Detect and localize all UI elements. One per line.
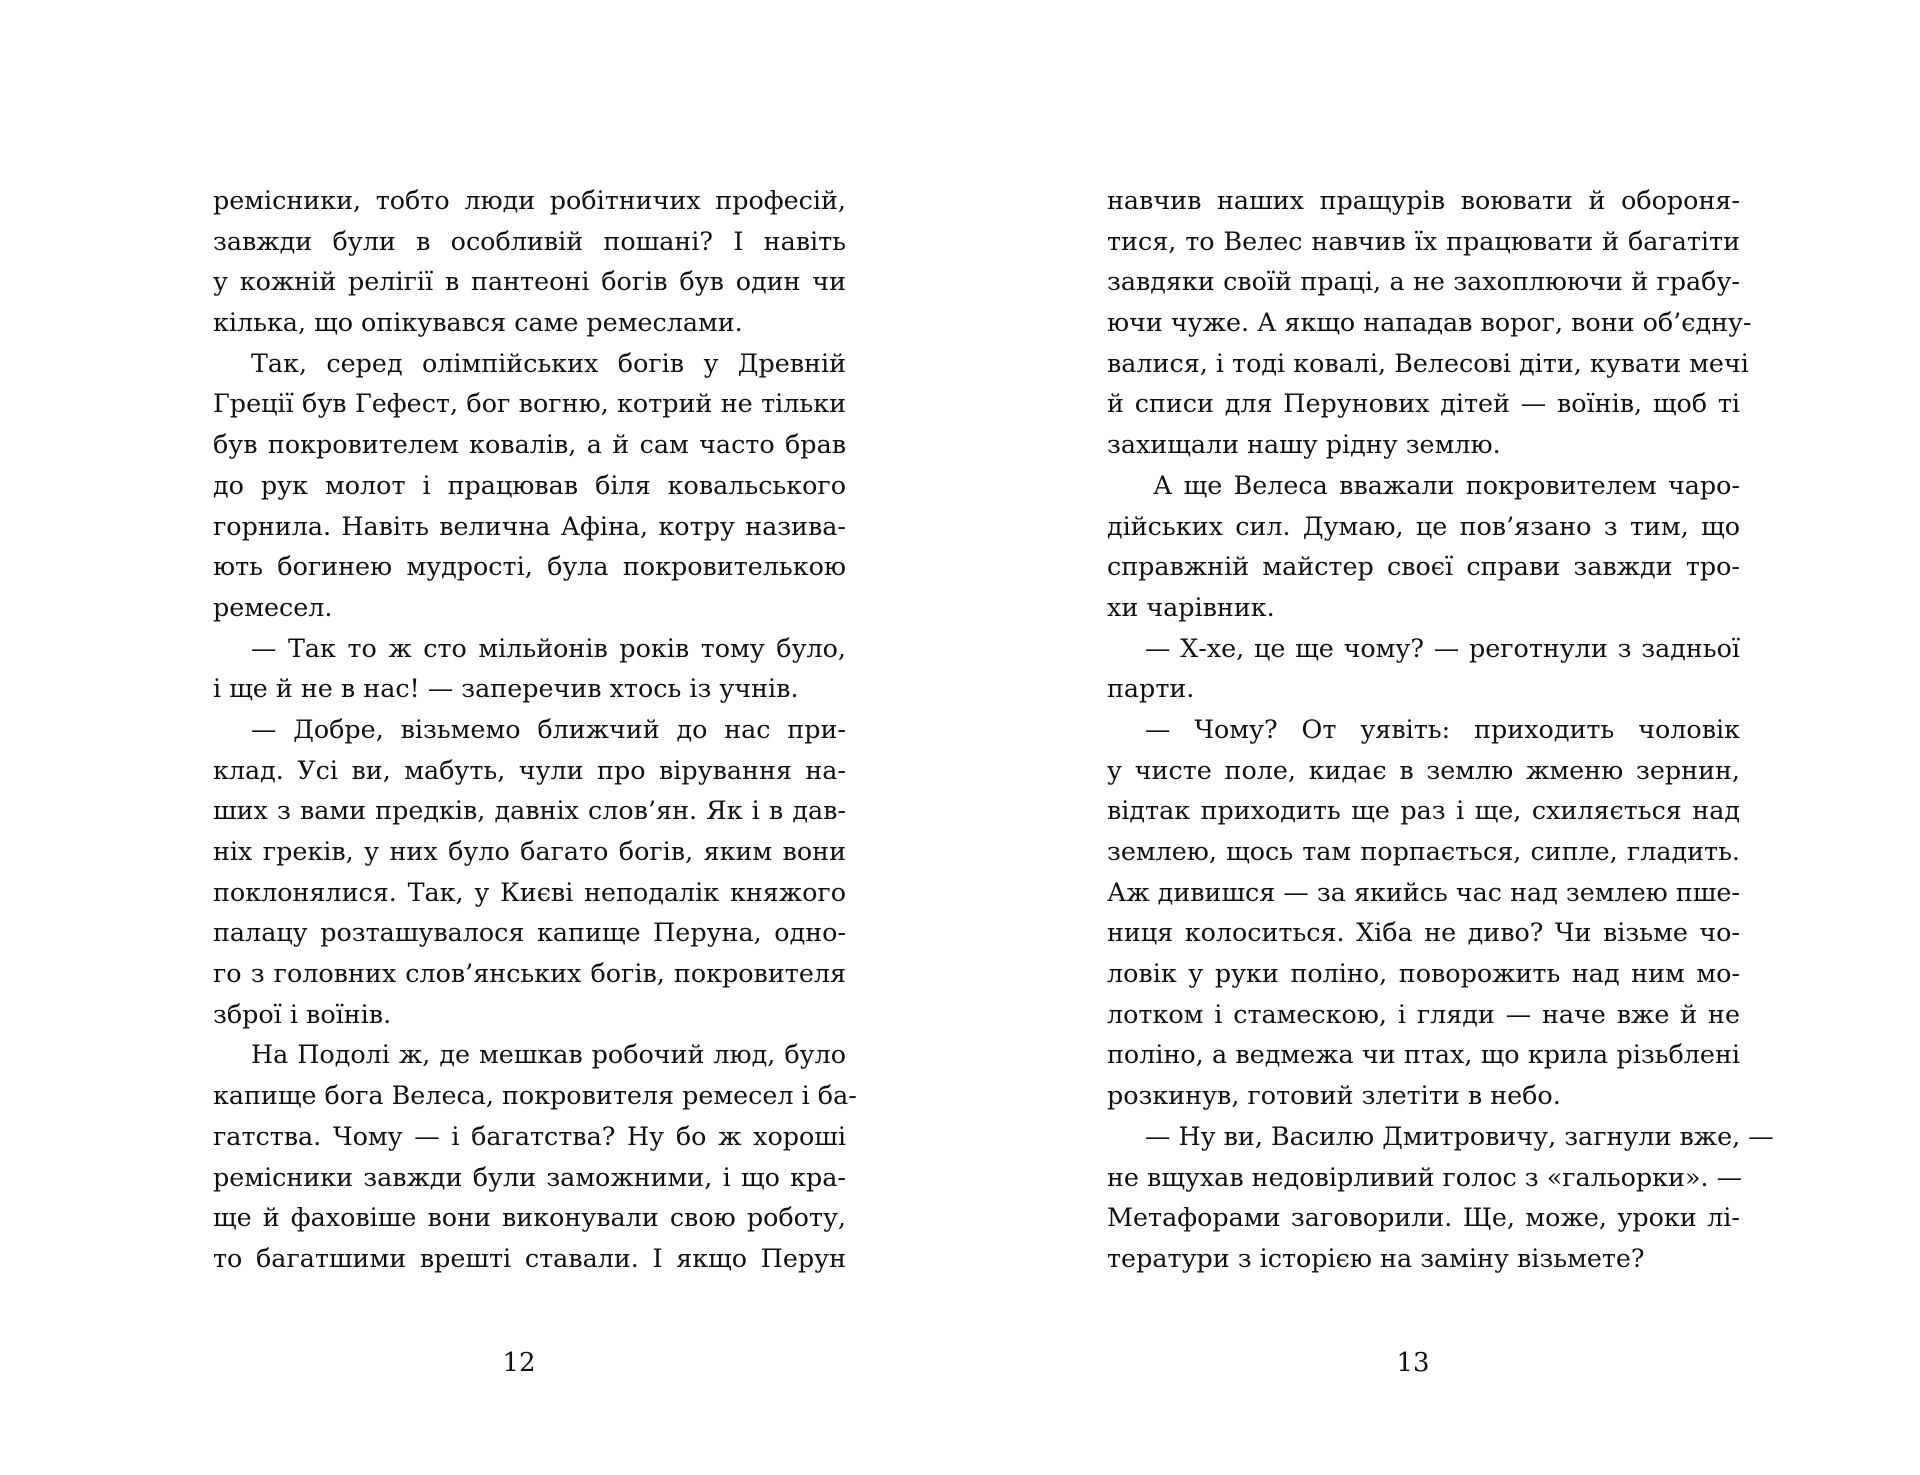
text-line: тися, то Велес навчив їх працювати й багатіти — [1107, 225, 1740, 256]
text-line: навчив наших пращурів воювати й обороня- — [1107, 185, 1740, 215]
text-line: — Так то ж сто мільйонів років тому було, — [251, 632, 846, 663]
text-line: до рук молот і працював біля ковальського — [213, 469, 846, 500]
right-page-text — [1107, 180, 1774, 1279]
left-page — [213, 180, 857, 1279]
text-line: ремісники завжди були заможними, і що кра- — [213, 1161, 846, 1192]
text-line: Греції був Гефест, бог вогню, котрий не тільки — [213, 388, 846, 419]
text-line: клад. Усі ви, мабуть, чули про вірування на- — [213, 754, 846, 785]
text-line: поліно, а ведмежа чи птах, що крила різьблені — [1107, 1039, 1740, 1070]
text-line: гатства. Чому — і багатства? Ну бо ж хороші — [213, 1120, 846, 1151]
text-line: Так, серед олімпійських богів у Древній — [251, 347, 846, 378]
text-line: і ще й не в нас! — заперечив хтось із учнів. — [213, 673, 799, 704]
text-line: кілька, що опікувався саме ремеслами. — [213, 307, 743, 338]
text-line: землею, щось там порпається, сипле, гладить. — [1107, 836, 1740, 866]
text-line: у чисте поле, кидає в землю жменю зернин, — [1107, 754, 1740, 785]
text-line: хи чарівник. — [1107, 591, 1275, 622]
text-line: ших з вами предків, давніх слов’ян. Як і в дав- — [213, 795, 846, 826]
text-line: — Чому? От уявіть: приходить чоловік — [1145, 713, 1740, 744]
text-line: ниця колоситься. Хіба не диво? Чи візьме чо- — [1107, 917, 1740, 948]
text-line: капище бога Велеса, покровителя ремесел і ба- — [213, 1080, 857, 1111]
page-number-right: 13 — [1396, 1348, 1430, 1378]
text-line: — Х-хе, це ще чому? — реготнули з задньої — [1145, 632, 1740, 663]
text-line: ловік у руки поліно, поворожить над ним мо- — [1107, 958, 1740, 989]
text-line: захищали нашу рідну землю. — [1107, 429, 1501, 460]
text-line: й списи для Перунових дітей — воїнів, щоб ті — [1107, 388, 1740, 419]
text-line: Аж дивишся — за якийсь час над землею пше- — [1107, 876, 1740, 907]
text-line: ючи чуже. А якщо нападав ворог, вони об’єдну- — [1107, 307, 1752, 338]
text-line: поклонялися. Так, у Києві неподалік княжого — [213, 876, 846, 907]
text-line: парти. — [1107, 673, 1195, 704]
right-page — [1107, 180, 1774, 1279]
text-line: у кожній релігії в пантеоні богів був один чи — [213, 266, 846, 297]
text-line: валися, і тоді ковалі, Велесові діти, кувати мечі — [1107, 347, 1749, 378]
text-line: справжній майстер своєї справи завжди тро- — [1107, 551, 1740, 582]
text-line: тератури з історією на заміну візьмете? — [1107, 1242, 1645, 1273]
text-line: — Добре, візьмемо ближчий до нас при- — [251, 713, 846, 744]
text-line: завдяки своїй праці, а не захоплюючи й грабу- — [1107, 266, 1740, 297]
text-line: завжди були в особливій пошані? І навіть — [213, 225, 846, 256]
text-line: то багатшими врешті ставали. І якщо Перун — [213, 1242, 846, 1273]
text-line: ремісники, тобто люди робітничих професій, — [213, 185, 846, 215]
text-line: ще й фаховіше вони виконували свою роботу, — [213, 1202, 846, 1233]
text-line: палацу розташувалося капище Перуна, одно- — [213, 917, 846, 948]
text-line: не вщухав недовірливий голос з «гальорки». — — [1107, 1161, 1743, 1192]
text-line: лотком і стамескою, і гляди — наче вже й не — [1107, 998, 1740, 1029]
text-line: — Ну ви, Василю Дмитровичу, загнули вже, — — [1145, 1120, 1774, 1151]
text-line: розкинув, готовий злетіти в небо. — [1107, 1080, 1561, 1111]
text-line: ніх греків, у них було багато богів, яким вони — [213, 836, 846, 866]
text-line: зброї і воїнів. — [213, 998, 392, 1029]
text-line: На Подолі ж, де мешкав робочий люд, було — [251, 1039, 846, 1070]
text-line: відтак приходить ще раз і ще, схиляється над — [1107, 795, 1740, 826]
text-line: ють богинею мудрості, була покровителькою — [213, 551, 846, 582]
text-line: А ще Велеса вважали покровителем чаро- — [1153, 469, 1740, 500]
text-line: го з головних слов’янських богів, покровителя — [213, 958, 846, 989]
text-line: був покровителем ковалів, а й сам часто брав — [213, 429, 846, 460]
page-number-left: 12 — [502, 1348, 536, 1378]
text-line: дійських сил. Думаю, це пов’язано з тим, що — [1107, 510, 1740, 541]
text-line: Метафорами заговорили. Ще, може, уроки лі- — [1107, 1202, 1740, 1233]
text-line: ремесел. — [213, 591, 333, 622]
left-page-text — [213, 180, 857, 1279]
text-line: горнила. Навіть велична Афіна, котру назива- — [213, 510, 846, 541]
